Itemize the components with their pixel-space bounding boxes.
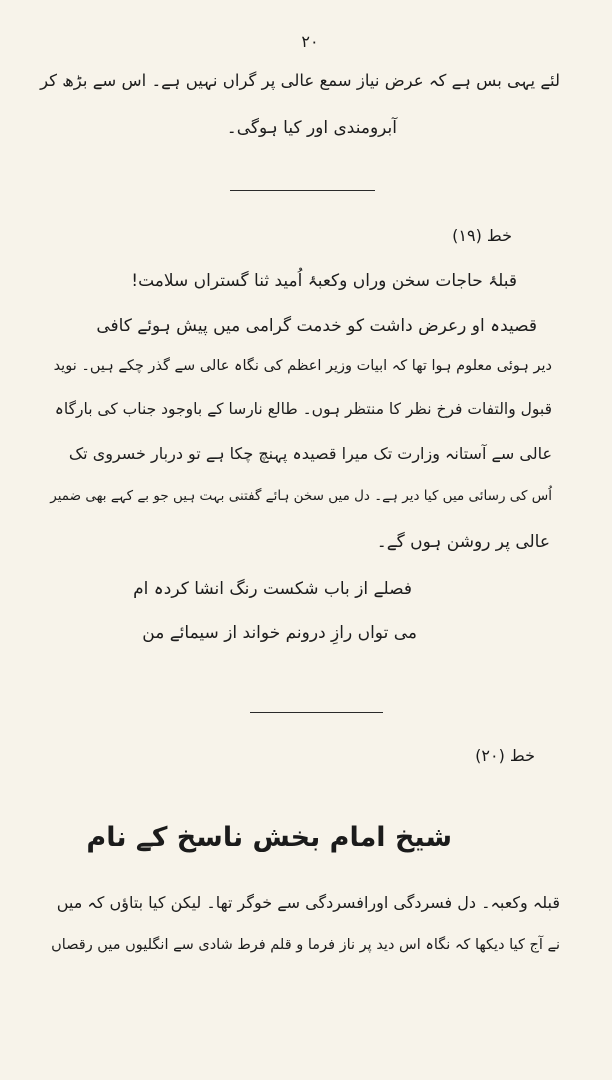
letter-20-heading: خط (۲۰)	[475, 746, 535, 765]
section-divider	[250, 712, 383, 713]
letter-19-verse-2: می تواں رازِ درونم خواند از سیمائے من	[142, 623, 417, 643]
page-number: ۲۰	[301, 32, 319, 51]
letter-19-line-4: عالی سے آستانہ وزارت تک میرا قصیدہ پہنچ چکا ہے تو دربار خسروی تک	[68, 444, 552, 463]
letter-19-verse-1: فصلے از باب شکست رنگ انشا کردہ ام	[133, 579, 412, 599]
letter-20-title: شیخ امام بخش ناسخ کے نام	[86, 822, 452, 853]
letter-19-line-2: دیر ہوئی معلوم ہوا تھا کہ ابیات وزیر اعظم کی نگاہ عالی سے گذر چکے ہیں۔ نوید	[53, 358, 552, 374]
letter-19-line-3: قبول والتفات فرخ نظر کا منتظر ہوں۔ طالع نارسا کے باوجود جناب کی بارگاہ	[54, 400, 552, 418]
intro-line-2: آبرومندی اور کیا ہوگی۔	[226, 118, 397, 138]
section-divider	[230, 190, 375, 191]
letter-19-line-6: عالی پر روشن ہوں گے۔	[376, 532, 550, 552]
letter-19-line-1: قصیدہ او رعرض داشت کو خدمت گرامی میں پیش ہوئے کافی	[96, 316, 537, 336]
letter-20-line-2: نے آج کیا دیکھا کہ نگاہ اس دید پر ناز فرما و قلم فرط شادی سے انگلیوں میں رقصاں	[51, 937, 560, 953]
letter-19-heading: خط (۱۹)	[452, 226, 512, 245]
intro-line-1: لئے یہی بس ہے کہ عرض نیاز سمع عالی پر گراں نہیں ہے۔ اس سے بڑھ کر	[40, 71, 560, 90]
letter-19-salutation: قبلۂ حاجات سخن وراں وکعبۂ اُمید ثنا گستراں سلامت!	[131, 271, 517, 291]
letter-20-line-1: قبلہ وکعبہ۔ دل فسردگی اورافسردگی سے خوگر تھا۔ لیکن کیا بتاؤں کہ میں	[56, 893, 560, 912]
letter-19-line-5: اُس کی رسائی میں کیا دیر ہے۔ دل میں سخن ہائے گفتنی بہت ہیں جو بے کہے بھی ضمیر	[50, 488, 552, 504]
